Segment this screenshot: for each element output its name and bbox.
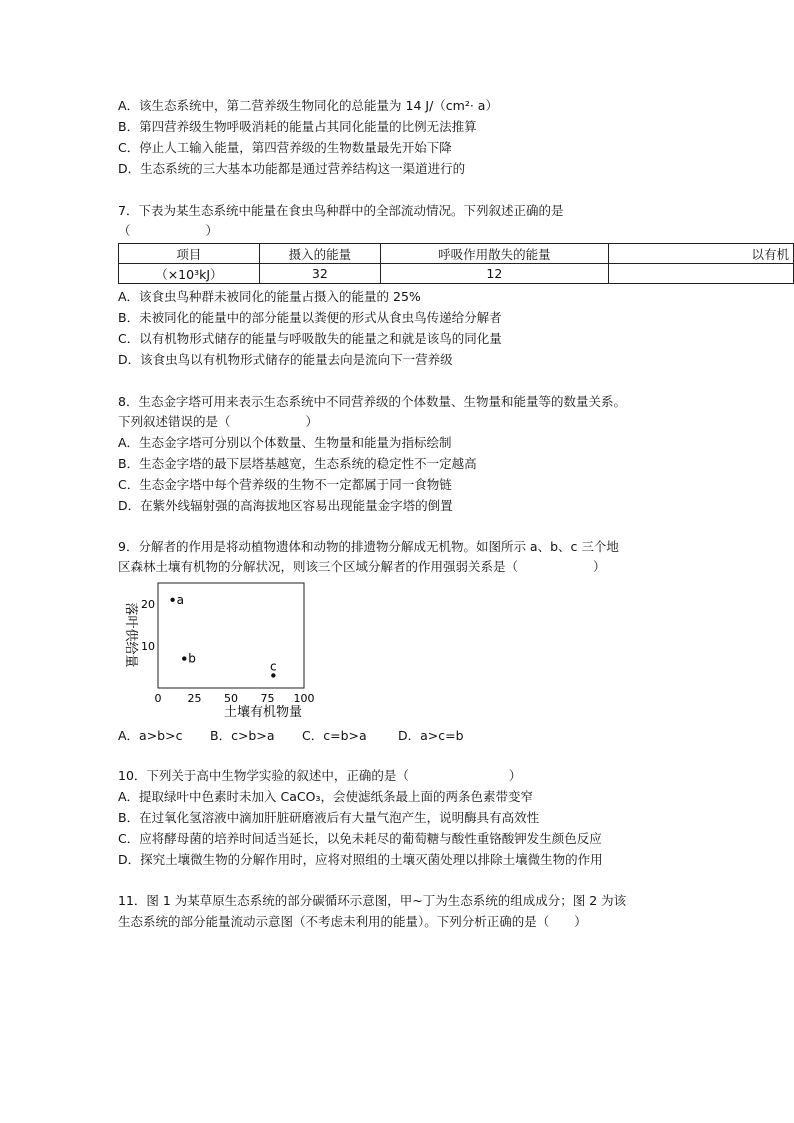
q8-stem-cont: 下列叙述错误的是（ ） [118, 414, 319, 429]
y-axis-label: 落叶供给量 [123, 602, 138, 668]
q10-option-b: B．在过氧化氢溶液中滴加肝脏研磨液后有大量气泡产生，说明酶具有高效性 [118, 810, 540, 825]
x-tick-label: 0 [154, 692, 162, 705]
q8-option-c: C．生态金字塔中每个营养级的生物不一定都属于同一食物链 [118, 477, 452, 492]
q9-option-c: C．c=b>a [302, 728, 367, 743]
q6-option-a: A．该生态系统中，第二营养级生物同化的总能量为 14 J/（cm²· a） [118, 98, 498, 113]
q9-stem: 9．分解者的作用是将动植物遗体和动物的排遗物分解成无机物。如图所示 a、b、c 三个地 [118, 539, 619, 554]
q7-answer-paren: （ ） [118, 223, 219, 238]
x-tick-label: 25 [187, 692, 202, 705]
q10-option-d: D．探究土壤微生物的分解作用时，应将对照组的土壤灭菌处理以排除土壤微生物的作用 [118, 852, 603, 867]
table-header-cell: 呼吸作用散失的能量 [381, 244, 609, 264]
q9-option-d: D．a>c=b [398, 728, 464, 743]
q7-option-b: B．未被同化的能量中的部分能量以粪便的形式从食虫鸟传递给分解者 [118, 310, 502, 325]
q10-option-c: C．应将酵母菌的培养时间适当延长，以免未耗尽的葡萄糖与酸性重铬酸钾发生颜色反应 [118, 831, 602, 846]
table-header-cell: 项目 [119, 244, 260, 264]
table-cell: 12 [381, 264, 609, 284]
q8-option-b: B．生态金字塔的最下层塔基越宽，生态系统的稳定性不一定越高 [118, 456, 477, 471]
data-point-label: c [270, 659, 277, 674]
q9-option-a: A．a>b>c [118, 728, 183, 743]
x-tick-label: 100 [293, 692, 315, 705]
data-point-b [182, 656, 186, 660]
table-header-cell: 摄入的能量 [259, 244, 380, 264]
data-point-a [170, 598, 174, 602]
q11-stem-cont: 生态系统的部分能量流动示意图（不考虑未利用的能量）。下列分析正确的是（ ） [118, 914, 587, 929]
energy-flow-table [118, 243, 794, 284]
q10-stem: 10．下列关于高中生物学实验的叙述中，正确的是（ ） [118, 768, 522, 783]
q11-stem: 11．图 1 为某草原生态系统的部分碳循环示意图，甲~丁为生态系统的组成成分；图 2 为该 [118, 893, 627, 908]
data-points [170, 593, 276, 678]
x-tick-label: 75 [260, 692, 275, 705]
table-cell: 32 [259, 264, 380, 284]
q7-option-c: C．以有机物形式储存的能量与呼吸散失的能量之和就是该鸟的同化量 [118, 331, 502, 346]
q6-option-b: B．第四营养级生物呼吸消耗的能量占其同化能量的比例无法推算 [118, 119, 477, 134]
q10-option-a: A．提取绿叶中色素时未加入 CaCO₃，会使滤纸条最上面的两条色素带变窄 [118, 789, 533, 804]
x-axis-label: 土壤有机物量 [223, 705, 303, 720]
q6-option-c: C．停止人工输入能量，第四营养级的生物数量最先开始下降 [118, 140, 452, 155]
q9-option-b: B．c>b>a [210, 728, 275, 743]
table-header-row [119, 244, 794, 264]
q9-stem-cont: 区森林土壤有机物的分解状况，则该三个区域分解者的作用强弱关系是（ ） [118, 559, 606, 574]
y-tick-labels [141, 598, 155, 653]
decomposition-scatter-chart [118, 578, 338, 728]
data-point-label: b [188, 651, 196, 666]
y-tick-label: 20 [141, 598, 155, 611]
q6-option-d: D．生态系统的三大基本功能都是通过营养结构这一渠道进行的 [118, 161, 466, 176]
q8-option-a: A．生态金字塔可分别以个体数量、生物量和能量为指标绘制 [118, 435, 452, 450]
table-cell [608, 264, 793, 284]
y-tick-label: 10 [141, 640, 155, 653]
table-cell: （×10³kJ） [119, 264, 260, 284]
q7-option-d: D．该食虫鸟以有机物形式储存的能量去向是流向下一营养级 [118, 352, 453, 367]
table-header-cell: 以有机 [608, 244, 793, 264]
data-point-c [271, 673, 275, 677]
q8-stem: 8．生态金字塔可用来表示生态系统中不同营养级的个体数量、生物量和能量等的数量关系。 [118, 394, 626, 409]
x-tick-label: 50 [224, 692, 238, 705]
q7-stem: 7．下表为某生态系统中能量在食虫鸟种群中的全部流动情况。下列叙述正确的是 [118, 203, 564, 218]
q7-option-a: A．该食虫鸟种群未被同化的能量占摄入的能量的 25% [118, 289, 421, 304]
table-row [119, 264, 794, 284]
data-point-label: a [176, 592, 184, 607]
x-tick-labels [155, 692, 315, 705]
q8-option-d: D．在紫外线辐射强的高海拔地区容易出现能量金字塔的倒置 [118, 498, 453, 513]
